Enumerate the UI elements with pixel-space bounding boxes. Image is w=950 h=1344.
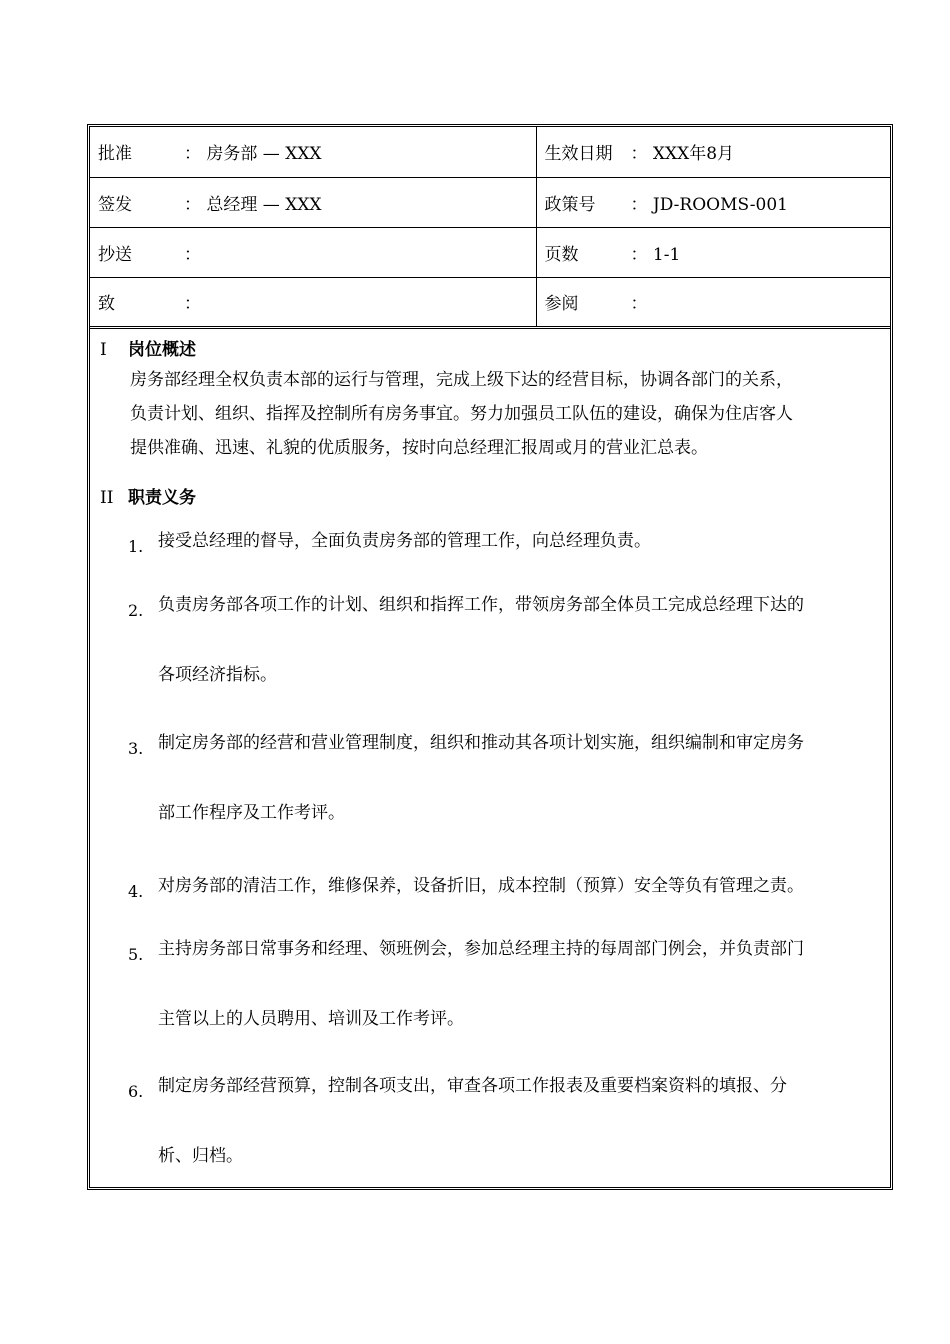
field-label: 生效日期 <box>544 144 613 165</box>
item-text <box>158 708 890 848</box>
header-cell-right <box>536 177 890 227</box>
field-label: 签发 <box>98 194 132 215</box>
item-line: 主持房务部日常事务和经理、领班例会，参加总经理主持的每周部门例会，并负责部门 <box>158 939 804 959</box>
section-number: II <box>100 488 114 508</box>
item-line: 制定房务部的经营和营业管理制度，组织和推动其各项计划实施，组织编制和审定房务 <box>158 733 804 753</box>
header-cell-left <box>90 127 536 177</box>
item-text <box>158 506 890 576</box>
header-table <box>90 127 890 329</box>
item-number: 5. <box>128 945 144 964</box>
field-value: ： 1-1 <box>630 244 681 265</box>
item-text <box>158 570 890 710</box>
header-cell-right <box>536 277 890 327</box>
field-label: 政策号 <box>544 194 596 215</box>
field-value: ： 总经理 — XXX <box>184 194 322 215</box>
item-line: 部工作程序及工作考评。 <box>158 803 345 823</box>
item-line: 主管以上的人员聘用、培训及工作考评。 <box>158 1009 464 1029</box>
item-number: 1. <box>128 537 144 556</box>
field-value: ： <box>184 244 201 265</box>
item-text <box>158 1051 890 1191</box>
header-cell-right <box>536 227 890 277</box>
document-frame <box>87 124 893 1190</box>
field-value: ： <box>184 294 201 314</box>
paragraph-line: 提供准确、迅速、礼貌的优质服务，按时向总经理汇报周或月的营业汇总表。 <box>130 438 708 458</box>
item-number: 4. <box>128 882 144 901</box>
field-value: ： 房务部 — XXX <box>184 144 322 165</box>
header-row <box>90 227 890 277</box>
item-line: 负责房务部各项工作的计划、组织和指挥工作，带领房务部全体员工完成总经理下达的 <box>158 595 804 615</box>
overview-paragraph <box>130 363 882 465</box>
item-text <box>158 914 890 1054</box>
item-number: 6. <box>128 1082 144 1101</box>
field-label: 致 <box>98 294 115 314</box>
field-label: 批准 <box>98 144 132 165</box>
item-number: 3. <box>128 739 144 758</box>
header-row <box>90 277 890 327</box>
item-text <box>158 851 890 921</box>
section-heading <box>100 483 196 508</box>
field-label: 参阅 <box>544 294 579 314</box>
field-value: ： JD-ROOMS-001 <box>630 194 788 215</box>
section-title: 岗位概述 <box>128 340 196 360</box>
item-line: 制定房务部经营预算，控制各项支出，审查各项工作报表及重要档案资料的填报、分 <box>158 1076 787 1096</box>
header-row <box>90 127 890 177</box>
header-row <box>90 177 890 227</box>
section-number: I <box>100 340 107 360</box>
header-cell-right <box>536 127 890 177</box>
section-heading <box>100 335 196 360</box>
header-cell-left <box>90 177 536 227</box>
item-line: 对房务部的清洁工作，维修保养，设备折旧，成本控制（预算）安全等负有管理之责。 <box>158 876 804 896</box>
section-title: 职责义务 <box>128 488 196 508</box>
header-cell-left <box>90 277 536 327</box>
item-line: 各项经济指标。 <box>158 665 277 685</box>
item-line: 接受总经理的督导，全面负责房务部的管理工作，向总经理负责。 <box>158 531 651 551</box>
paragraph-line: 房务部经理全权负责本部的运行与管理，完成上级下达的经营目标，协调各部门的关系， <box>130 370 793 390</box>
field-value: ： <box>630 294 648 314</box>
item-line: 析、归档。 <box>158 1146 243 1166</box>
header-cell-left <box>90 227 536 277</box>
field-value: ： XXX年8月 <box>630 144 735 165</box>
field-label: 抄送 <box>98 244 132 265</box>
field-label: 页数 <box>544 244 579 265</box>
item-number: 2. <box>128 601 144 620</box>
paragraph-line: 负责计划、组织、指挥及控制所有房务事宜。努力加强员工队伍的建设，确保为住店客人 <box>130 404 793 424</box>
